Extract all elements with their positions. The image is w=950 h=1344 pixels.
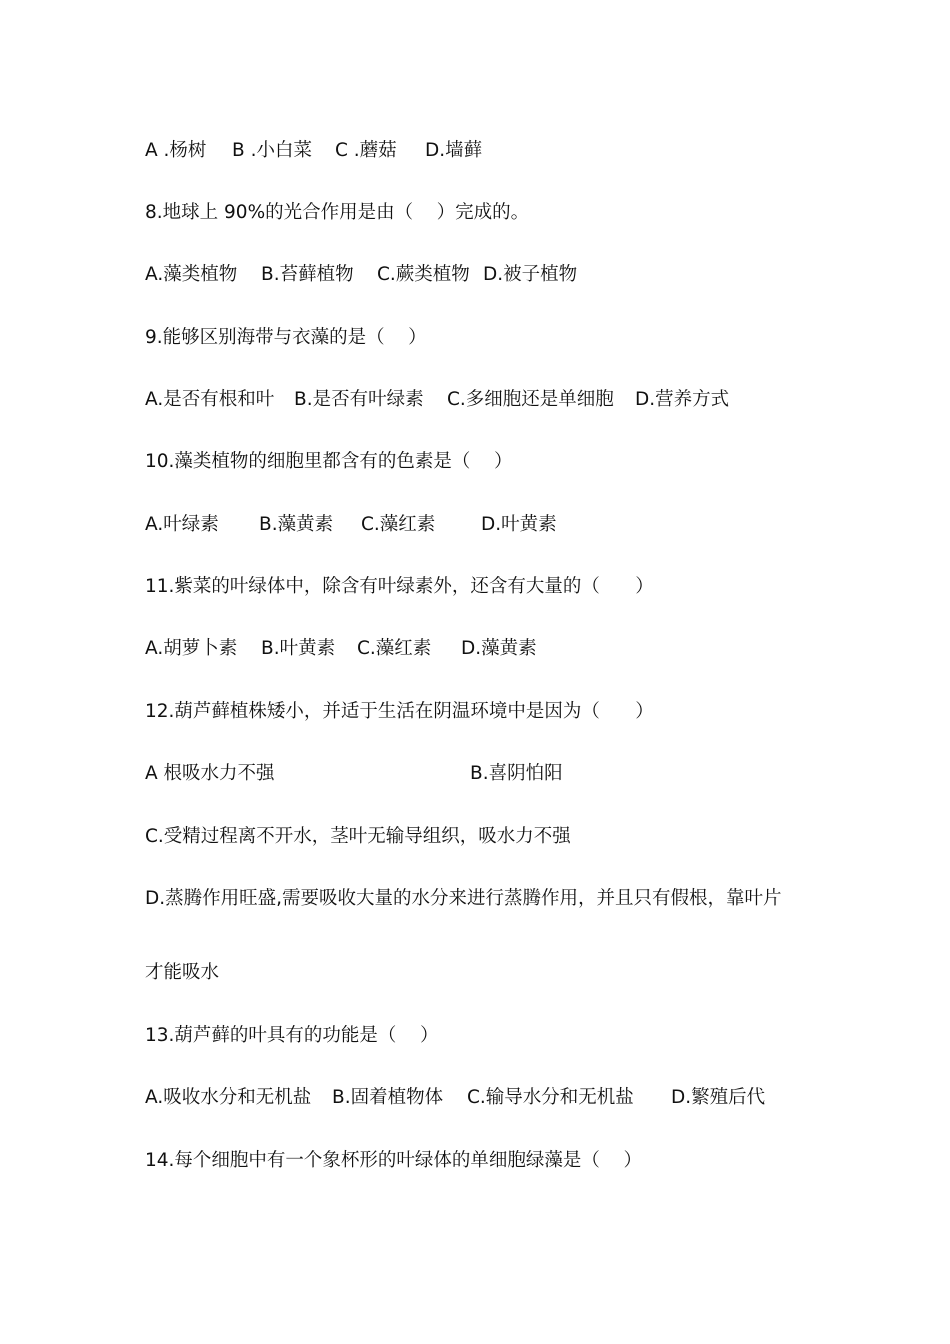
- option-b: B.叶黄素: [261, 638, 336, 659]
- option-a: A .杨树: [145, 140, 207, 161]
- question-14: 14.每个细胞中有一个象杯形的叶绿体的单细胞绿藻是（ ）: [145, 1150, 642, 1171]
- option-b: B.苔藓植物: [261, 264, 354, 285]
- option-a: A.藻类植物: [145, 264, 238, 285]
- question-9: 9.能够区别海带与衣藻的是（ ）: [145, 327, 427, 348]
- option-d: D.被子植物: [483, 264, 578, 285]
- option-d: D.繁殖后代: [671, 1087, 766, 1108]
- option-b: B.是否有叶绿素: [294, 389, 424, 410]
- option-a: A.是否有根和叶: [145, 389, 275, 410]
- option-c: C.藻红素: [357, 638, 432, 659]
- question-11: 11.紫菜的叶绿体中，除含有叶绿素外，还含有大量的（ ）: [145, 576, 654, 597]
- question-8: 8.地球上 90%的光合作用是由（ ）完成的。: [145, 202, 530, 223]
- option-b: B.藻黄素: [259, 514, 334, 535]
- options-q12-ab: [145, 762, 563, 834]
- question-10: 10.藻类植物的细胞里都含有的色素是（ ）: [145, 451, 513, 472]
- option-a: A.叶绿素: [145, 514, 219, 535]
- option-d-line-2: 才能吸水: [145, 962, 220, 983]
- question-12: 12.葫芦藓植株矮小，并适于生活在阴温环境中是因为（ ）: [145, 701, 654, 722]
- option-c: C.藻红素: [361, 514, 436, 535]
- option-c: C.输导水分和无机盐: [467, 1087, 634, 1108]
- option-c: C.多细胞还是单细胞: [447, 389, 614, 410]
- option-d: D.营养方式: [635, 389, 730, 410]
- option-a: A.胡萝卜素: [145, 638, 238, 659]
- option-b: B.喜阴怕阳: [470, 763, 563, 784]
- option-c: C.蕨类植物: [377, 264, 470, 285]
- option-a: A 根吸水力不强: [145, 763, 275, 784]
- option-d: D.叶黄素: [481, 514, 557, 535]
- option-c: C.受精过程离不开水，茎叶无输导组织，吸水力不强: [145, 826, 571, 847]
- question-13: 13.葫芦藓的叶具有的功能是（ ）: [145, 1025, 439, 1046]
- option-b: B .小白菜: [232, 140, 312, 161]
- option-a: A.吸收水分和无机盐: [145, 1087, 312, 1108]
- option-d: D.藻黄素: [461, 638, 537, 659]
- option-b: B.固着植物体: [332, 1087, 444, 1108]
- option-d-line-1: D.蒸腾作用旺盛,需要吸收大量的水分来进行蒸腾作用，并且只有假根，靠叶片: [145, 888, 782, 909]
- option-c: C .蘑菇: [335, 140, 397, 161]
- option-d: D.墙藓: [425, 140, 483, 161]
